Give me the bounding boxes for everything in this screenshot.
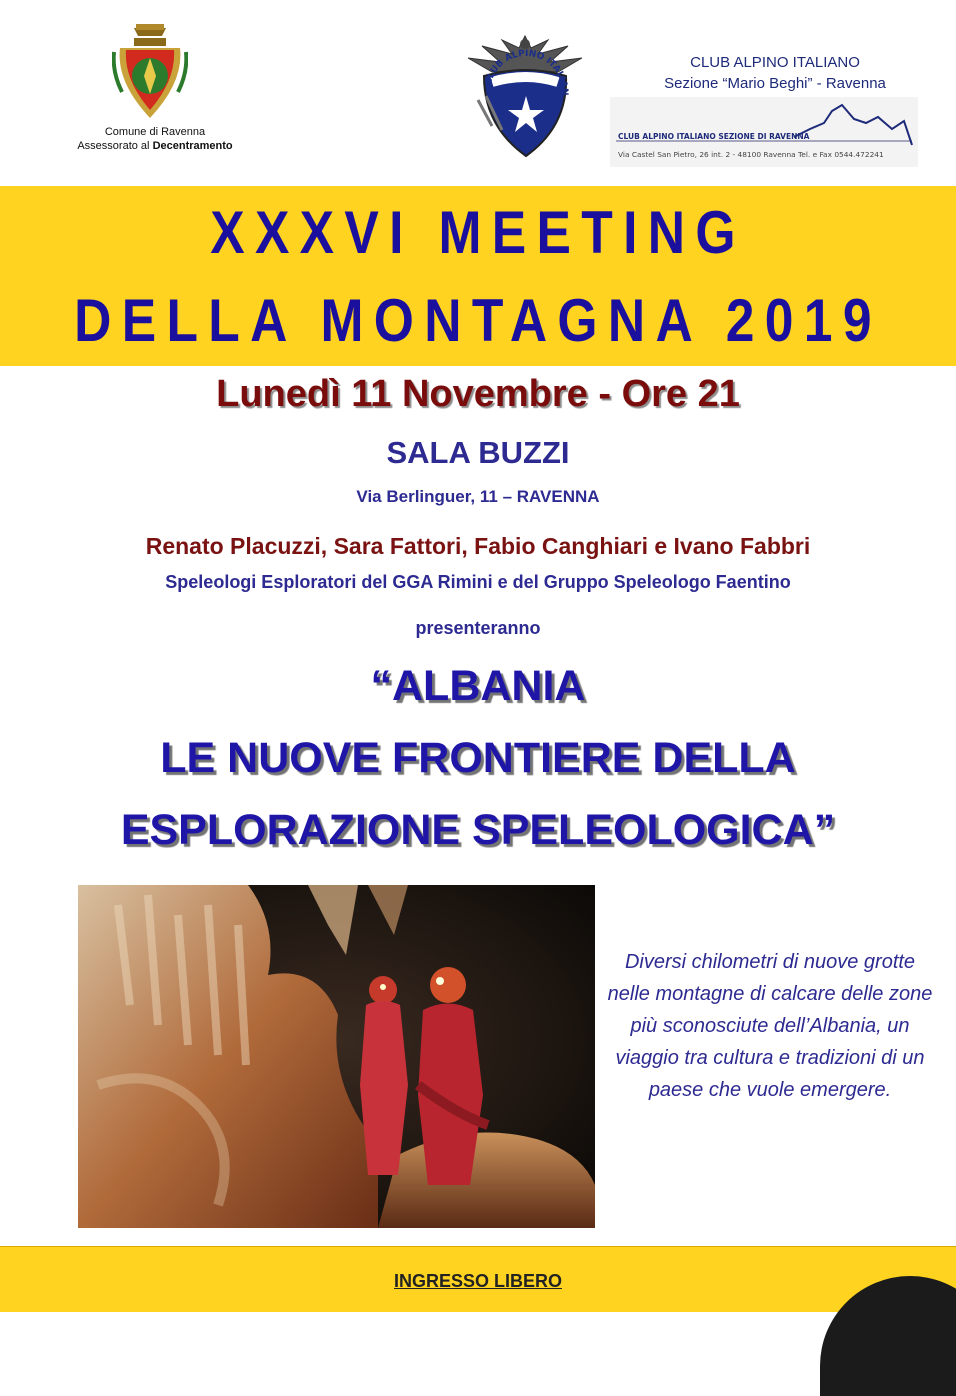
- event-title-line-2: LE NUOVE FRONTIERE DELLA: [160, 734, 796, 782]
- event-description: Diversi chilometri di nuove grotte nelle montagne di calcare delle zone più sconosciute dell’Albania, un viaggio tra cultura e tradizioni di un paese che vuole emergere.: [607, 951, 933, 1101]
- strip-title: CLUB ALPINO ITALIANO SEZIONE DI RAVENNA: [618, 132, 810, 141]
- event-speakers: Renato Placuzzi, Sara Fattori, Fabio Canghiari e Ivano Fabbri: [145, 533, 811, 559]
- event-venue: SALA BUZZI: [386, 435, 570, 470]
- comune-line1: Comune di Ravenna: [104, 126, 206, 138]
- event-date-time: Lunedì 11 Novembre - Ore 21: [216, 373, 740, 415]
- strip-address: Via Castel San Pietro, 26 int. 2 - 48100 Ravenna Tel. e Fax 0544.472241: [618, 150, 884, 159]
- banner-line-1: XXXVI MEETING: [210, 199, 746, 266]
- entry-label: INGRESSO LIBERO: [393, 1271, 563, 1291]
- cai-letterhead-strip: [610, 97, 918, 167]
- banner-line-2: DELLA MONTAGNA 2019: [74, 287, 882, 354]
- footer-bar: [0, 1246, 956, 1312]
- event-presents: presenteranno: [415, 618, 541, 638]
- comune-line2-prefix: Assessorato al: [77, 140, 150, 152]
- cai-name: CLUB ALPINO ITALIANO: [690, 54, 860, 71]
- cai-section: Sezione “Mario Beghi” - Ravenna: [664, 75, 886, 92]
- event-title-line-1: “ALBANIA: [370, 662, 586, 710]
- event-title-line-3: ESPLORAZIONE SPELEOLOGICA”: [120, 806, 836, 854]
- comune-caption: [60, 125, 250, 153]
- event-banner: [0, 186, 956, 366]
- event-affiliation: Speleologi Esploratori del GGA Rimini e del Gruppo Speleologo Faentino: [165, 572, 791, 592]
- cai-eagle-logo-icon: [458, 30, 592, 162]
- event-address: Via Berlinguer, 11 – RAVENNA: [356, 487, 600, 506]
- cai-logo-text: CLUB ALPINO ITALIAN: [483, 48, 570, 96]
- cave-photo: [78, 885, 595, 1228]
- comune-ravenna-crest-icon: [112, 22, 188, 122]
- comune-line2-bold: Decentramento: [152, 140, 233, 152]
- cai-section-title: [620, 52, 930, 94]
